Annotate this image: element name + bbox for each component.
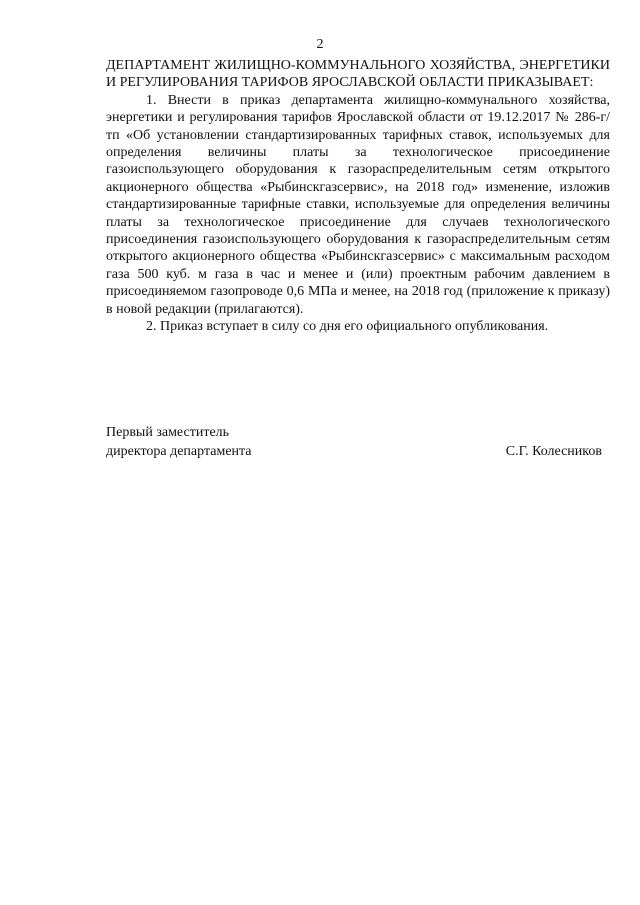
page-number: 2: [316, 37, 324, 52]
signature-row: [106, 442, 602, 461]
document-body: [106, 57, 610, 336]
signer-title-line-2: директора департамента: [106, 444, 252, 459]
order-item-1: 1. Внести в приказ департамента жилищно-коммунального хозяйства, энергетики и регулирования тарифов Ярославской области от 19.12.2017 № 286-г/тп «Об установлении стандартизированных тарифных ставок, используемых для определения величины платы за технологическое присоединение газоиспользующего оборудования к газораспределительным сетям открытого акционерного общества «Рыбинскгазсервис», на 2018 год» изменение, изложив стандартизированные тарифные ставки, используемые для определения величины платы за технологическое присоединение для случаев технологического присоединения газоиспользующего оборудования к газораспределительным сетям открытого акционерного общества «Рыбинскгазсервис» с максимальным расходом газа 500 куб. м газа в час и менее и (или) проектным рабочим давлением в присоединяемом газопроводе 0,6 МПа и менее, на 2018 год (приложение к приказу) в новой редакции (прилагаются).: [106, 92, 610, 317]
order-preamble: ДЕПАРТАМЕНТ ЖИЛИЩНО-КОММУНАЛЬНОГО ХОЗЯЙСТВА, ЭНЕРГЕТИКИ И РЕГУЛИРОВАНИЯ ТАРИФОВ ЯРОСЛАВСКОЙ ОБЛАСТИ ПРИКАЗЫВАЕТ:: [106, 58, 610, 91]
signer-name: С.Г. Колесников: [505, 444, 602, 459]
signature-block: [106, 423, 602, 461]
order-item-2: 2. Приказ вступает в силу со дня его официального опубликования.: [146, 319, 549, 335]
signer-title-line-1: Первый заместитель: [106, 425, 230, 440]
